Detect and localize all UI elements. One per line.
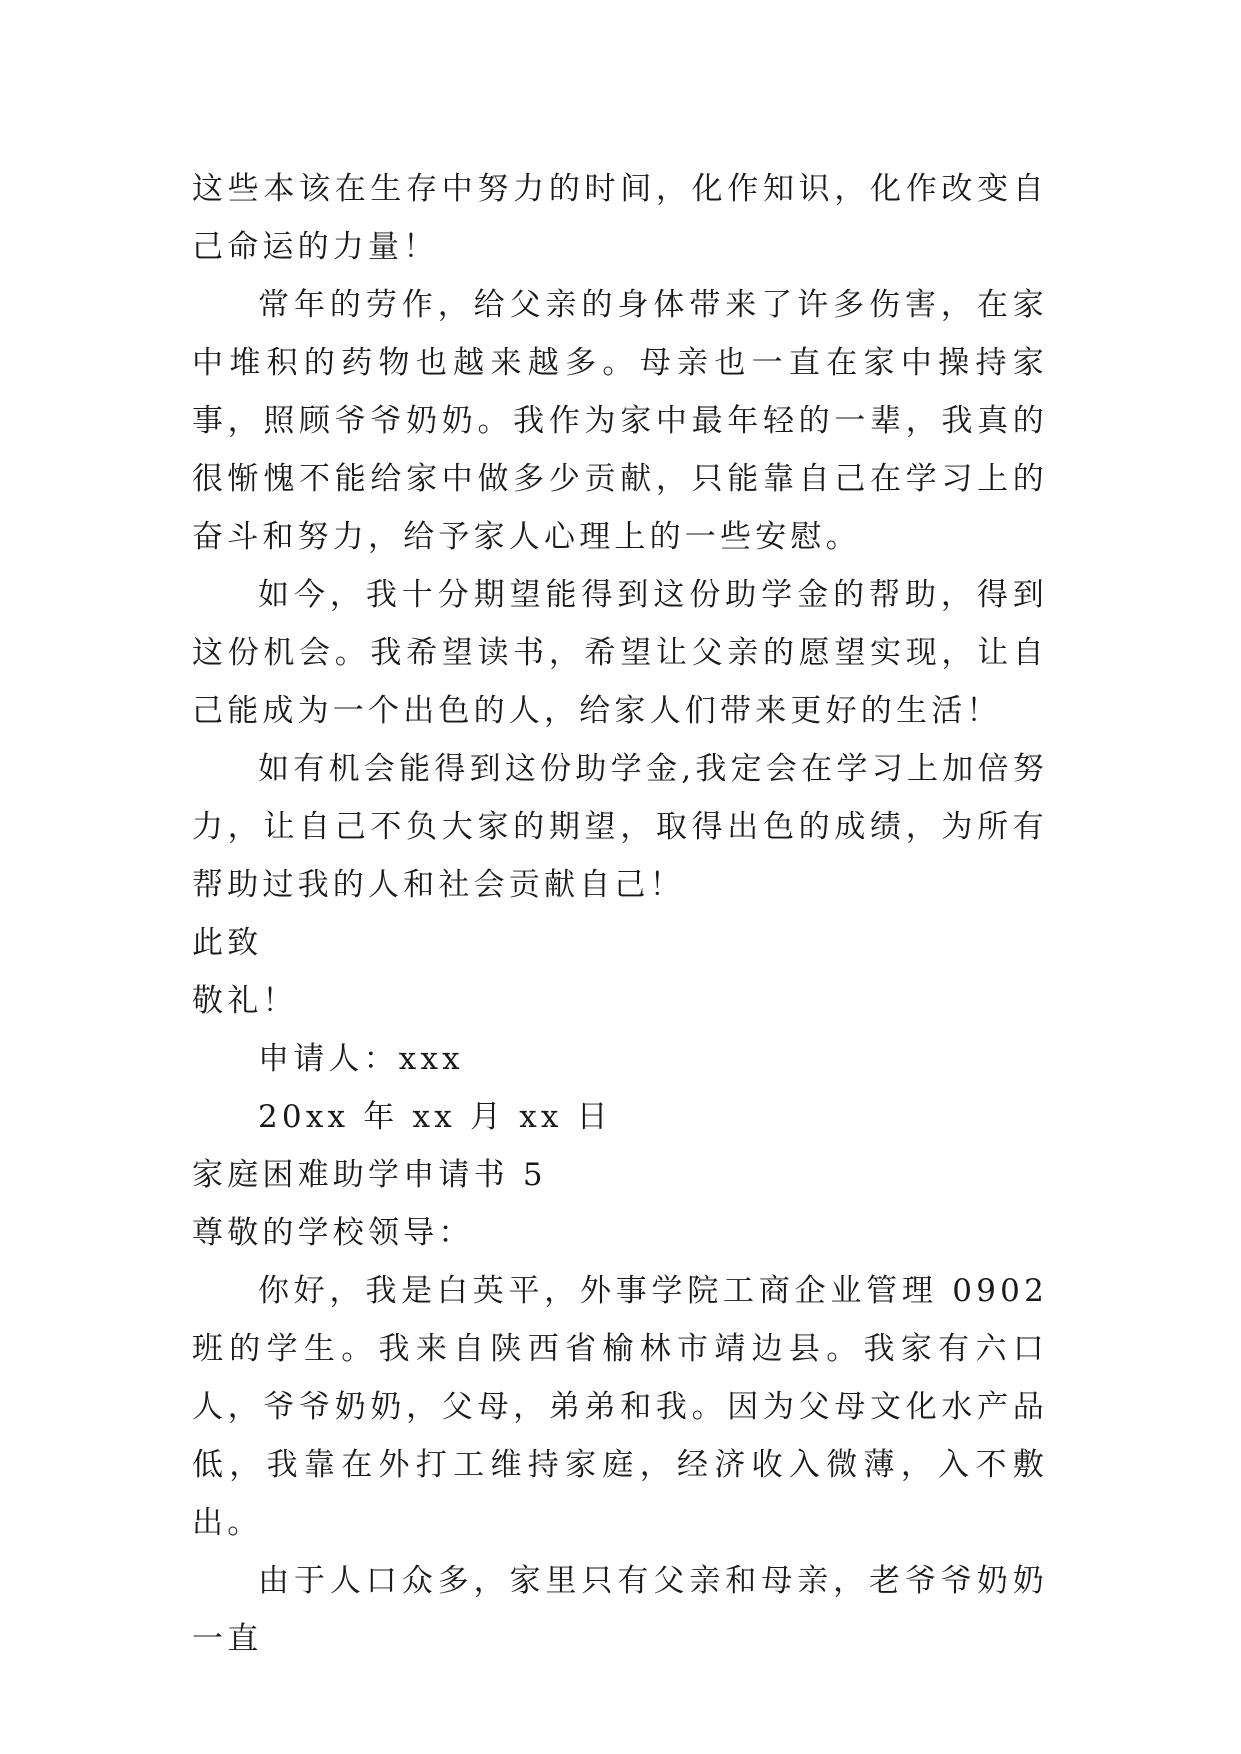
- section-title: 家庭困难助学申请书 5: [192, 1157, 547, 1193]
- closing-line-1: 此致: [192, 925, 263, 961]
- salutation: 尊敬的学校领导：: [192, 1215, 474, 1251]
- closing-line-2: 敬礼！: [192, 983, 298, 1019]
- document-body: [192, 160, 1048, 1668]
- paragraph-family: 由于人口众多，家里只有父亲和母亲，老爷爷奶奶一直: [192, 1563, 1048, 1657]
- applicant-signature: 申请人：xxx: [258, 1041, 464, 1077]
- paragraph-continuation: 这些本该在生存中努力的时间，化作知识，化作改变自己命运的力量！: [192, 171, 1048, 265]
- paragraph-hope: 如今，我十分期望能得到这份助学金的帮助，得到这份机会。我希望读书，希望让父亲的愿望实现，让自己能成为一个出色的人，给家人们带来更好的生活！: [192, 577, 1048, 729]
- paragraph-intro: 你好，我是白英平，外事学院工商企业管理 0902 班的学生。我来自陕西省榆林市靖边县。我家有六口人，爷爷奶奶，父母，弟弟和我。因为父母文化水产品低，我靠在外打工维持家庭，经济收入微薄，入不敷出。: [192, 1273, 1048, 1541]
- application-date: 20xx 年 xx 月 xx 日: [258, 1099, 612, 1135]
- paragraph-promise: 如有机会能得到这份助学金,我定会在学习上加倍努力，让自己不负大家的期望，取得出色的成绩，为所有帮助过我的人和社会贡献自己！: [192, 751, 1048, 903]
- paragraph-labor: 常年的劳作，给父亲的身体带来了许多伤害，在家中堆积的药物也越来越多。母亲也一直在家中操持家事，照顾爷爷奶奶。我作为家中最年轻的一辈，我真的很惭愧不能给家中做多少贡献，只能靠自己在学习上的奋斗和努力，给予家人心理上的一些安慰。: [192, 287, 1048, 555]
